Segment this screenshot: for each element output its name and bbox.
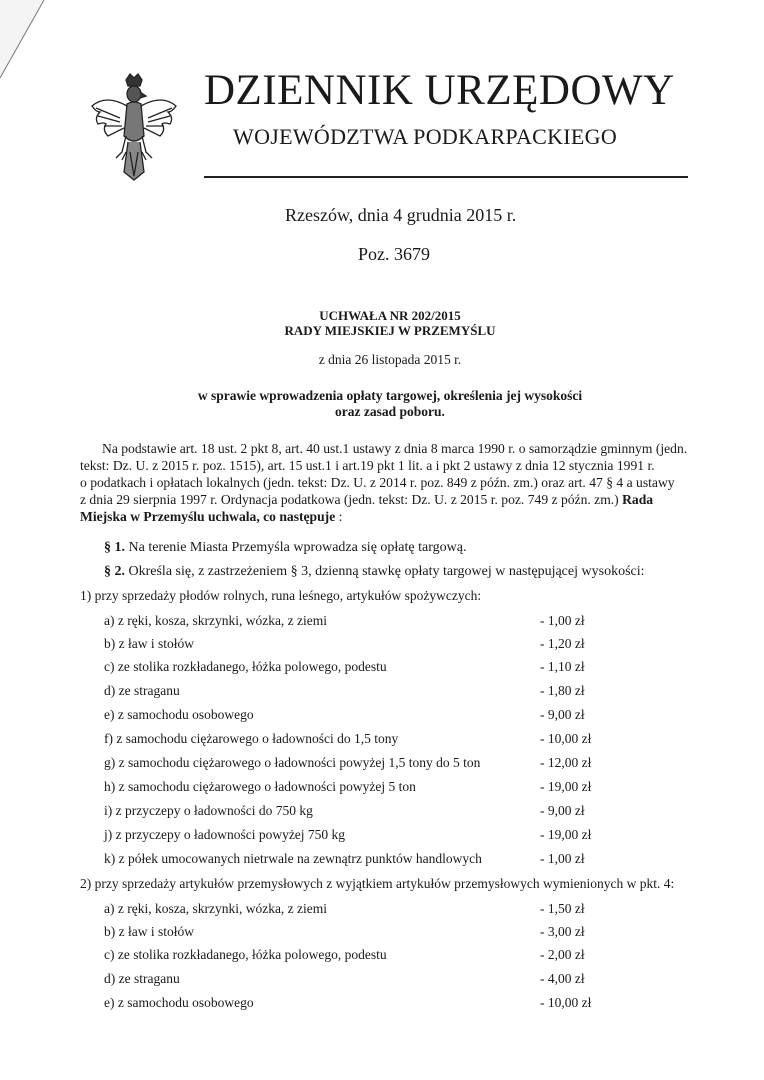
preamble-line: Na podstawie art. 18 ust. 2 pkt 8, art. 40 ust.1 ustawy z dnia 8 marca 1990 r. o samorządzie gminnym (jedn.	[102, 441, 688, 456]
rate-label: c) ze stolika rozkładanego, łóżka polowego, podestu	[104, 659, 387, 674]
rate-label: a) z ręki, kosza, skrzynki, wózka, z ziemi	[104, 901, 328, 916]
rate-label: d) ze straganu	[104, 971, 180, 986]
act-subject-line2: oraz zasad poboru.	[335, 404, 445, 419]
masthead-rule	[204, 176, 688, 178]
section-1	[104, 540, 466, 556]
rate-label: c) ze stolika rozkładanego, łóżka polowego, podestu	[104, 947, 387, 962]
rate-amount: - 19,00 zł	[540, 779, 592, 794]
rate-amount: - 3,00 zł	[540, 924, 585, 939]
rate-amount: - 2,00 zł	[540, 947, 585, 962]
preamble-line: tekst: Dz. U. z 2015 r. poz. 1515), art. 15 ust.1 i art.19 pkt 1 lit. a i pkt 2 ustawy z dnia 12 stycznia 1991 r.	[80, 458, 655, 473]
rate-label: f) z samochodu ciężarowego o ładowności do 1,5 tony	[104, 731, 399, 746]
rate-amount: - 1,50 zł	[540, 901, 585, 916]
act-title: UCHWAŁA NR 202/2015	[319, 308, 461, 323]
act-issuer: RADY MIEJSKIEJ W PRZEMYŚLU	[284, 323, 496, 338]
scan-corner-mark	[0, 0, 60, 80]
group-heading: 1) przy sprzedaży płodów rolnych, runa leśnego, artykułów spożywczych:	[80, 588, 482, 603]
journal-title: DZIENNIK URZĘDOWY	[204, 67, 675, 114]
rate-label: j) z przyczepy o ładowności powyżej 750 kg	[104, 827, 346, 842]
rate-label: b) z ław i stołów	[104, 636, 194, 651]
rate-amount: - 10,00 zł	[540, 731, 592, 746]
section-text: Określa się, z zastrzeżeniem § 3, dzienną stawkę opłaty targowej w następującej wysokości:	[125, 564, 645, 579]
rate-amount: - 19,00 zł	[540, 827, 592, 842]
place-date: Rzeszów, dnia 4 grudnia 2015 r.	[285, 205, 517, 225]
rate-amount: - 9,00 zł	[540, 707, 585, 722]
rate-amount: - 12,00 zł	[540, 755, 592, 770]
section-mark: § 1.	[104, 540, 125, 555]
section-mark: § 2.	[104, 564, 125, 579]
rate-label: i) z przyczepy o ładowności do 750 kg	[104, 803, 313, 818]
act-subject-line1: w sprawie wprowadzenia opłaty targowej, określenia jej wysokości	[197, 388, 583, 403]
preamble-line	[80, 491, 717, 508]
rate-amount: - 9,00 zł	[540, 803, 585, 818]
rate-amount: - 10,00 zł	[540, 995, 592, 1010]
preamble-enacting-bold: Rada	[622, 492, 654, 507]
section-text: Na terenie Miasta Przemyśla wprowadza się opłatę targową.	[125, 540, 467, 555]
group-heading: 2) przy sprzedaży artykułów przemysłowych z wyjątkiem artykułów przemysłowych wymienionych w pkt. 4:	[80, 876, 675, 891]
eagle-emblem-icon	[86, 72, 182, 184]
preamble-line: o podatkach i opłatach lokalnych (jedn. tekst: Dz. U. z 2014 r. poz. 849 z późn. zm.) oraz art. 47 § 4 a ustawy	[80, 475, 675, 490]
rate-amount: - 1,20 zł	[540, 636, 585, 651]
preamble	[80, 440, 717, 525]
journal-subtitle: WOJEWÓDZTWA PODKARPACKIEGO	[233, 124, 618, 149]
preamble-text: :	[335, 509, 343, 524]
rate-label: a) z ręki, kosza, skrzynki, wózka, z ziemi	[104, 613, 328, 628]
position-number: Poz. 3679	[358, 244, 430, 264]
rate-label: b) z ław i stołów	[104, 924, 194, 939]
rate-amount: - 4,00 zł	[540, 971, 585, 986]
rate-amount: - 1,10 zł	[540, 659, 585, 674]
section-2	[104, 564, 645, 580]
rate-amount: - 1,00 zł	[540, 851, 585, 866]
preamble-line	[80, 508, 717, 525]
rate-label: e) z samochodu osobowego	[104, 995, 254, 1010]
rate-amount: - 1,80 zł	[540, 683, 585, 698]
rate-amount: - 1,00 zł	[540, 613, 585, 628]
rate-label: d) ze straganu	[104, 683, 180, 698]
rate-label: h) z samochodu ciężarowego o ładowności powyżej 5 ton	[104, 779, 416, 794]
rate-label: g) z samochodu ciężarowego o ładowności powyżej 1,5 tony do 5 ton	[104, 755, 481, 770]
preamble-text: z dnia 29 sierpnia 1997 r. Ordynacja podatkowa (jedn. tekst: Dz. U. z 2015 r. poz. 749 z późn. zm.)	[80, 492, 619, 507]
rate-label: k) z półek umocowanych nietrwale na zewnątrz punktów handlowych	[104, 851, 482, 866]
rate-label: e) z samochodu osobowego	[104, 707, 254, 722]
preamble-enacting-bold: Miejska w Przemyślu uchwala, co następuje	[80, 509, 336, 524]
act-date: z dnia 26 listopada 2015 r.	[318, 352, 462, 367]
